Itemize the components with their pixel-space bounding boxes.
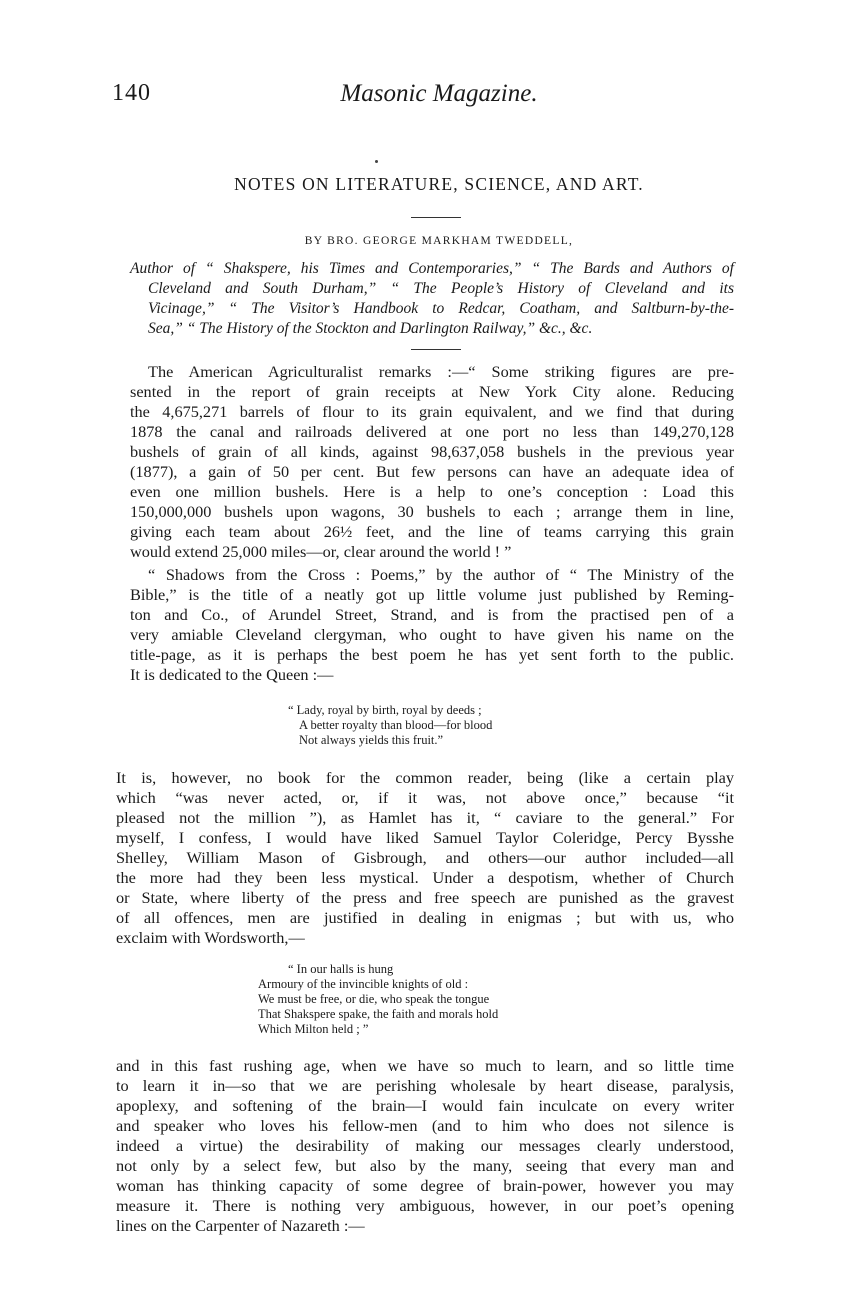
paragraph-line: 150,000,000 bushels upon wagons, 30 bushels to each ; arrange them in line,: [130, 502, 734, 521]
paragraph-line: exclaim with Wordsworth,—: [116, 928, 305, 947]
poem-line: That Shakspere spake, the faith and morals hold: [258, 1007, 499, 1021]
paragraph-line: measure it. There is nothing very ambiguous, however, in our poet’s opening: [116, 1196, 734, 1215]
paragraph-line: and in this fast rushing age, when we have so much to learn, and so little time: [116, 1056, 734, 1075]
paragraph-line: and speaker who loves his fellow-men (and to him who does not silence is: [116, 1116, 734, 1135]
paragraph-line: The American Agriculturalist remarks :—“ Some striking figures are pre-: [148, 362, 734, 381]
paragraph-line: “ Shadows from the Cross : Poems,” by the author of “ The Ministry of the: [148, 565, 734, 584]
poem-line: A better royalty than blood—for blood: [299, 718, 493, 732]
author-credit-line: Author of “ Shakspere, his Times and Contemporaries,” “ The Bards and Authors of: [130, 260, 734, 277]
paragraph-line: the 4,675,271 barrels of flour to its grain equivalent, and we find that during: [130, 402, 734, 421]
paragraph-line: apoplexy, and softening of the brain—I would fain inculcate on every writer: [116, 1096, 734, 1115]
paragraph-line: the more had they been less mystical. Under a despotism, whether of Church: [116, 868, 734, 887]
paragraph-line: Bible,” is the title of a neatly got up little volume just published by Reming-: [130, 585, 734, 604]
paragraph-line: not only by a select few, but also by the many, seeing that every man and: [116, 1156, 734, 1175]
poem-line: Which Milton held ; ”: [258, 1022, 369, 1036]
paragraph-line: It is dedicated to the Queen :—: [130, 665, 334, 684]
section-rule: [411, 349, 461, 350]
paragraph-line: to learn it in—so that we are perishing wholesale by heart disease, paralysis,: [116, 1076, 734, 1095]
poem-line: Not always yields this fruit.”: [299, 733, 444, 747]
paragraph-line: which “was never acted, or, if it was, not above once,” because “it: [116, 788, 734, 807]
paragraph-line: indeed a virtue) the desirability of making our messages clearly understood,: [116, 1136, 734, 1155]
page-number: 140: [112, 80, 151, 106]
paragraph-line: Shelley, William Mason of Gisbrough, and others—our author included—all: [116, 848, 734, 867]
paragraph-line: even one million bushels. Here is a help to one’s conception : Load this: [130, 482, 734, 501]
poem-line: “ In our halls is hung: [288, 962, 394, 976]
running-title: Masonic Magazine.: [340, 80, 538, 107]
article-title: NOTES ON LITERATURE, SCIENCE, AND ART.: [234, 174, 644, 194]
paragraph-line: It is, however, no book for the common reader, being (like a certain play: [116, 768, 734, 787]
paragraph-line: lines on the Carpenter of Nazareth :—: [116, 1216, 365, 1235]
author-credit-line: Vicinage,” “ The Visitor’s Handbook to Redcar, Coatham, and Saltburn-by-the-: [148, 300, 734, 317]
author-credit-line: Sea,” “ The History of the Stockton and Darlington Railway,” &c., &c.: [148, 320, 593, 337]
paragraph-line: bushels of grain of all kinds, against 98,637,058 bushels in the previous year: [130, 442, 734, 461]
paragraph-line: pleased not the million ”), as Hamlet has it, “ caviare to the general.” For: [116, 808, 734, 827]
paragraph-line: very amiable Cleveland clergyman, who ought to have given his name on the: [130, 625, 734, 644]
paragraph-line: or State, where liberty of the press and free speech are punished as the gravest: [116, 888, 734, 907]
paragraph-line: of all offences, men are justified in dealing in enigmas ; but with us, who: [116, 908, 734, 927]
poem-line: “ Lady, royal by birth, royal by deeds ;: [288, 703, 482, 717]
paragraph-line: (1877), a gain of 50 per cent. But few persons can have an adequate idea of: [130, 462, 734, 481]
paragraph-line: ton and Co., of Arundel Street, Strand, and is from the practised pen of a: [130, 605, 734, 624]
poem-line: We must be free, or die, who speak the tongue: [258, 992, 490, 1006]
poem-line: Armoury of the invincible knights of old :: [258, 977, 469, 991]
paragraph-line: would extend 25,000 miles—or, clear around the world ! ”: [130, 542, 512, 561]
paragraph-line: sented in the report of grain receipts at New York City alone. Reducing: [130, 382, 734, 401]
ornament-dot: [375, 160, 378, 163]
article-byline: BY BRO. GEORGE MARKHAM TWEDDELL,: [304, 235, 574, 247]
paragraph-line: myself, I confess, I would have liked Samuel Taylor Coleridge, Percy Bysshe: [116, 828, 734, 847]
title-rule: [411, 217, 461, 218]
paragraph-line: 1878 the canal and railroads delivered at one port no less than 149,270,128: [130, 422, 734, 441]
paragraph-line: giving each team about 26½ feet, and the line of teams carrying this grain: [130, 522, 734, 541]
author-credit-line: Cleveland and South Durham,” “ The People’s History of Cleveland and its: [148, 280, 734, 297]
paragraph-line: woman has thinking capacity of some degree of brain-power, however you may: [116, 1176, 734, 1195]
paragraph-line: title-page, as it is perhaps the best poem he has yet sent forth to the public.: [130, 645, 734, 664]
